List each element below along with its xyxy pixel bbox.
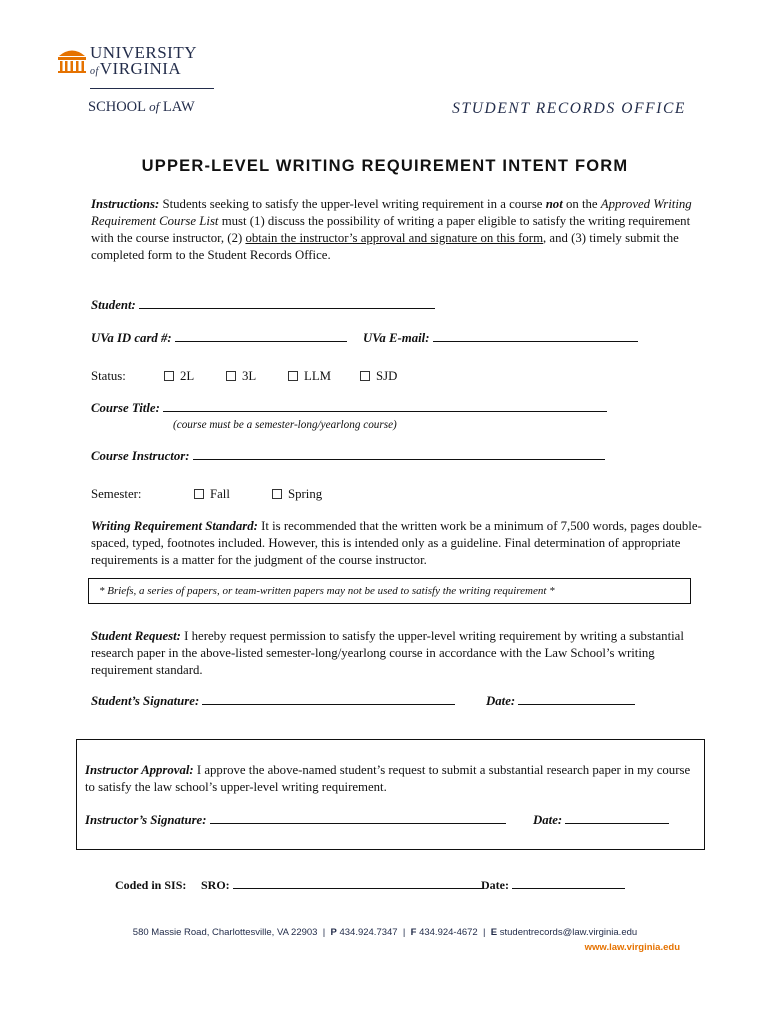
student-date-label: Date: bbox=[486, 694, 516, 708]
sro-input-line[interactable] bbox=[233, 888, 483, 889]
semester-option-fall[interactable]: Fall bbox=[194, 486, 230, 503]
logo-school-of-law: SCHOOL of LAW bbox=[88, 99, 195, 115]
course-instructor-label: Course Instructor: bbox=[91, 449, 190, 463]
checkbox-icon[interactable] bbox=[272, 489, 282, 499]
checkbox-icon[interactable] bbox=[360, 371, 370, 381]
uva-email-input-line[interactable] bbox=[433, 341, 638, 342]
course-title-label: Course Title: bbox=[91, 401, 160, 415]
semester-label: Semester: bbox=[91, 487, 142, 501]
course-title-field[interactable] bbox=[91, 400, 607, 417]
instructor-signature-label: Instructor’s Signature: bbox=[85, 813, 207, 827]
footer-contact: 580 Massie Road, Charlottesville, VA 22903 | P 434.924.7347 | F 434.924-4672 | E studentrecords@law.virginia.edu bbox=[132, 927, 638, 938]
instructor-signature-line[interactable] bbox=[210, 823, 506, 824]
university-logo bbox=[57, 45, 207, 120]
uva-id-label: UVa ID card #: bbox=[91, 331, 172, 345]
status-option-3l[interactable]: 3L bbox=[226, 368, 256, 385]
footer-website-link[interactable]: www.law.virginia.edu bbox=[584, 942, 680, 953]
approval-requirement-underline: obtain the instructor’s approval and signature on this form bbox=[245, 231, 544, 245]
sis-date-field[interactable] bbox=[481, 877, 625, 894]
student-input-line[interactable] bbox=[139, 308, 435, 309]
course-instructor-input-line[interactable] bbox=[193, 459, 605, 460]
student-signature-line[interactable] bbox=[202, 704, 455, 705]
logo-virginia-text: VIRGINIA bbox=[99, 59, 182, 78]
logo-divider bbox=[90, 88, 214, 89]
logo-of-text: of bbox=[90, 66, 99, 77]
student-request-paragraph: Student Request: I hereby request permission to satisfy the upper-level writing requirement by writing a substantial research paper in the above-listed semester-long/yearlong course in accordance with the Law School’s writing requirement standard. bbox=[91, 629, 684, 677]
status-label: Status: bbox=[91, 369, 126, 383]
logo-university-text: UNIVERSITY bbox=[90, 43, 197, 62]
logo-wordmark bbox=[90, 45, 197, 80]
instructor-signature-field[interactable] bbox=[85, 812, 506, 829]
student-signature-field[interactable] bbox=[91, 693, 455, 710]
uva-email-field[interactable] bbox=[363, 330, 638, 347]
status-option-sjd[interactable]: SJD bbox=[360, 368, 397, 385]
course-title-note: (course must be a semester-long/yearlong course) bbox=[173, 419, 397, 431]
student-date-field[interactable] bbox=[486, 693, 635, 710]
checkbox-icon[interactable] bbox=[164, 371, 174, 381]
uva-email-label: UVa E-mail: bbox=[363, 331, 430, 345]
student-field[interactable] bbox=[91, 297, 435, 314]
semester-option-spring[interactable]: Spring bbox=[272, 486, 322, 503]
sro-field[interactable] bbox=[201, 877, 483, 894]
uva-id-field[interactable] bbox=[91, 330, 347, 347]
student-date-line[interactable] bbox=[518, 704, 635, 705]
standard-paragraph: Writing Requirement Standard: It is recommended that the written work be a minimum of 7,500 words, pages double-spaced, typed, footnotes included. However, this is intended only as a guideline. Final determination of appropriate requirements is a matter for the judgment of the course instructor. bbox=[91, 519, 702, 567]
course-title-input-line[interactable] bbox=[163, 411, 607, 412]
student-signature-label: Student’s Signature: bbox=[91, 694, 200, 708]
writing-requirement-note: * Briefs, a series of papers, or team-written papers may not be used to satisfy the writing requirement * bbox=[88, 578, 691, 604]
instructor-date-label: Date: bbox=[533, 813, 563, 827]
checkbox-icon[interactable] bbox=[288, 371, 298, 381]
rotunda-icon bbox=[57, 45, 87, 73]
sro-label: SRO: bbox=[201, 878, 230, 892]
student-label: Student: bbox=[91, 298, 136, 312]
checkbox-icon[interactable] bbox=[194, 489, 204, 499]
instructions-paragraph: Instructions: Students seeking to satisfy the upper-level writing requirement in a course not on the Approved Writing Requirement Course List must (1) discuss the possibility of writing a paper eligible to satisfy the writing requirement with the course instructor, (2) obtain the instructor’s approval and signature on this form, and (3) timely submit the completed form to the Student Records Office. bbox=[91, 197, 692, 262]
footer-email[interactable]: studentrecords@law.virginia.edu bbox=[499, 927, 638, 938]
uva-id-input-line[interactable] bbox=[175, 341, 347, 342]
instructor-date-field[interactable] bbox=[533, 812, 669, 829]
status-option-2l[interactable]: 2L bbox=[164, 368, 194, 385]
checkbox-icon[interactable] bbox=[226, 371, 236, 381]
footer-address: 580 Massie Road, Charlottesville, VA 22903 bbox=[132, 927, 318, 938]
office-name: STUDENT RECORDS OFFICE bbox=[452, 100, 686, 117]
coded-in-sis-label: Coded in SIS: bbox=[115, 878, 187, 892]
footer-phone: 434.924.7347 bbox=[339, 927, 398, 938]
instructor-approval-paragraph: Instructor Approval: I approve the above-named student’s request to submit a substantial research paper in my course to satisfy the law school’s upper-level writing requirement. bbox=[85, 763, 691, 794]
instructor-date-line[interactable] bbox=[565, 823, 669, 824]
form-title: UPPER-LEVEL WRITING REQUIREMENT INTENT FORM bbox=[141, 157, 629, 175]
footer-fax: 434.924-4672 bbox=[419, 927, 478, 938]
sis-date-label: Date: bbox=[481, 878, 509, 892]
status-option-llm[interactable]: LLM bbox=[288, 368, 331, 385]
course-instructor-field[interactable] bbox=[91, 448, 605, 465]
sis-date-input-line[interactable] bbox=[512, 888, 625, 889]
